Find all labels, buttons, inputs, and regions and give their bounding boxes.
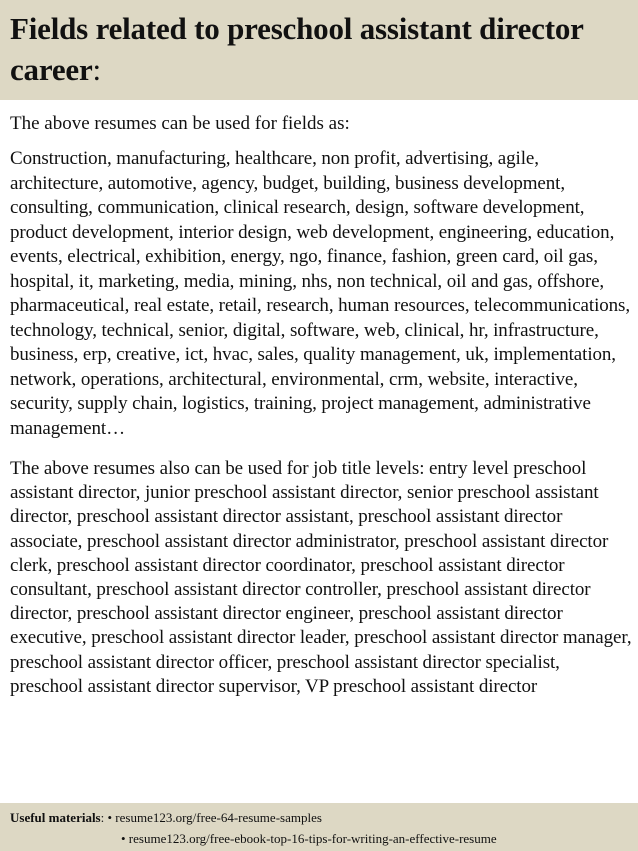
footer-link-ebook[interactable]: • resume123.org/free-ebook-top-16-tips-for-writing-an-effective-resume [121,831,497,846]
intro-sentence: The above resumes can be used for fields as: [10,113,350,134]
job-levels-paragraph: The above resumes also can be used for job title levels: entry level preschool assistant director, junior preschool assistant director, senior preschool assistant director, preschool assistant director assistant, preschool assistant director associate, preschool assistant director administrator, preschool assistant director clerk, preschool assistant director coordinator, preschool assistant director consultant, preschool assistant director controller, preschool assistant director director, preschool assistant director engineer, preschool assistant director executive, preschool assistant director leader, preschool assistant director manager, preschool assistant director officer, preschool assistant director specialist, preschool assistant director supervisor, VP preschool assistant director [10,458,632,697]
main-content [10,112,632,801]
title-banner [0,0,638,100]
fields-paragraph: Construction, manufacturing, healthcare, non profit, advertising, agile, architecture, automotive, agency, budget, building, business development, consulting, communication, clinical research, design, software development, product development, interior design, web development, engineering, education, events, electrical, exhibition, energy, ngo, finance, fashion, green card, oil gas, hospital, it, marketing, media, mining, nhs, non technical, oil and gas, offshore, pharmaceutical, real estate, retail, research, human resources, telecommunications, technology, technical, senior, digital, software, web, clinical, hr, infrastructure, business, erp, creative, ict, hvac, sales, quality management, uk, implementation, network, operations, architectural, environmental, crm, website, interactive, security, supply chain, logistics, training, project management, administrative management… [10,148,630,439]
useful-materials-footer [0,803,638,851]
footer-row-1 [10,807,628,828]
page-title [10,8,628,90]
footer-row-2 [10,828,628,849]
page-title-text: Fields related to preschool assistant director career [10,11,584,87]
footer-label-colon: : [100,810,105,825]
page-title-colon: : [92,52,101,87]
footer-label: Useful materials [10,810,101,825]
footer-link-resume-samples[interactable]: • resume123.org/free-64-resume-samples [107,810,322,825]
